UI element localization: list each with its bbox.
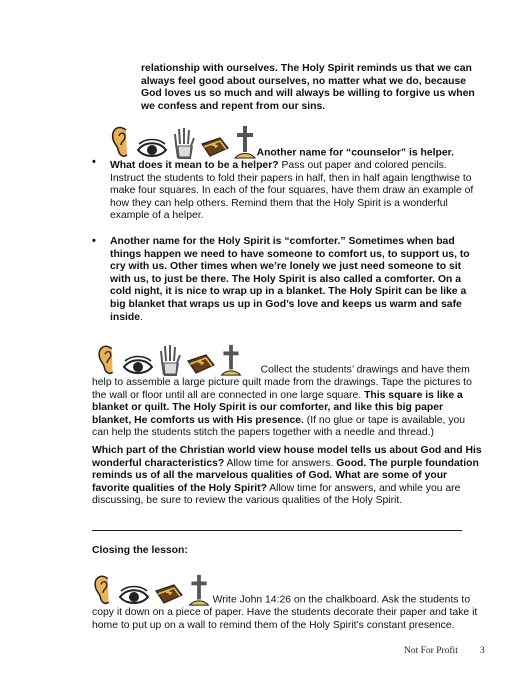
bible-icon: [154, 581, 184, 607]
quilt-paragraph: [92, 343, 482, 440]
comforter-end: .: [140, 311, 143, 323]
closing-heading-text: Closing the lesson:: [92, 545, 188, 556]
cross-icon: [220, 343, 242, 377]
closing-heading: [92, 545, 392, 558]
bible-icon: [186, 351, 216, 377]
ear-icon: [110, 124, 132, 160]
helper-question: Another name for “counselor” is helper. What does it mean to be a helper?: [110, 147, 455, 171]
helper-paragraph: [110, 124, 482, 223]
cross-icon: [188, 573, 210, 607]
sense-icons: [92, 573, 211, 607]
comforter-text: Another name for the Holy Spirit is “comforter.” Sometimes when bad things happen we need to have someone to comfort us, to support us, to cry with us. Other times when we’re lonely we just need someone to sit with us, to just be there. The Holy Spirit is also called a comforter. On a cold night, it is nice to wrap up in a blanket. The Holy Spirit can be like a big blanket that wraps us up in God’s love and keeps us warm and safe inside: [110, 236, 470, 323]
page-number: 3: [480, 646, 485, 656]
comforter-paragraph: [110, 236, 482, 324]
closing-instructions: Write John 14:26 on the chalkboard. Ask the students to copy it down on a piece of paper. Have the students decorate their paper and take it home to put up on a wall to remind them of the Holy Spirit’s constant presence.: [92, 594, 478, 631]
ear-icon: [92, 573, 114, 607]
worldview-paragraph: [92, 445, 482, 508]
intro-text: relationship with ourselves. The Holy Spirit reminds us that we can always feel good about ourselves, no matter what we do, because God loves us so much and will always be willing to forgive us when we confess and repent from our sins.: [141, 63, 475, 112]
ear-icon: [96, 343, 118, 377]
bible-icon: [200, 134, 230, 160]
eye-icon: [122, 355, 154, 377]
worldview-discuss: Allow time for answers, and while you are discussing, be sure to review the various qualities of the Holy Spirit.: [92, 482, 461, 507]
worldview-allow: Allow time for answers.: [224, 457, 337, 469]
section-divider: [92, 530, 462, 531]
intro-paragraph: [141, 63, 481, 113]
footer-label: Not For Profit: [404, 646, 458, 656]
sense-icons: [110, 124, 257, 160]
hand-icon: [158, 343, 182, 377]
cross-icon: [234, 124, 256, 160]
quilt-note: (If no glue or tape is available, you can help the students stitch the papers together with a needle and thread.): [92, 414, 466, 439]
sense-icons: [96, 343, 243, 377]
eye-icon: [136, 138, 168, 160]
quilt-instructions: Collect the students’ drawings and have them help to assemble a large picture quilt made from the drawings. Tape the pictures to the wall or floor until all are connected in one large square.: [92, 364, 472, 401]
worldview-question: Which part of the Christian world view house model tells us about God and His wonderful characteristics?: [92, 445, 482, 469]
eye-icon: [118, 585, 150, 607]
helper-instructions: Pass out paper and colored pencils. Instruct the students to fold their papers in half, then in half again lengthwise to make four squares. In each of the four squares, have them draw an example of how they can help others. Remind them that the Holy Spirit is a wonderful example of a helper.: [110, 160, 474, 222]
bullet-marker: •: [92, 156, 96, 168]
worldview-foundation: Good. The purple foundation reminds us of all the marvelous qualities of God. What are some of your favorite qualities of the Holy Spirit?: [92, 457, 479, 494]
bullet-marker: •: [92, 235, 96, 247]
closing-paragraph: [92, 573, 484, 632]
hand-icon: [172, 126, 196, 160]
quilt-emphasis: This square is like a blanket or quilt. The Holy Spirit is our comforter, and like this big paper blanket, He comforts us with His presence.: [92, 389, 463, 426]
